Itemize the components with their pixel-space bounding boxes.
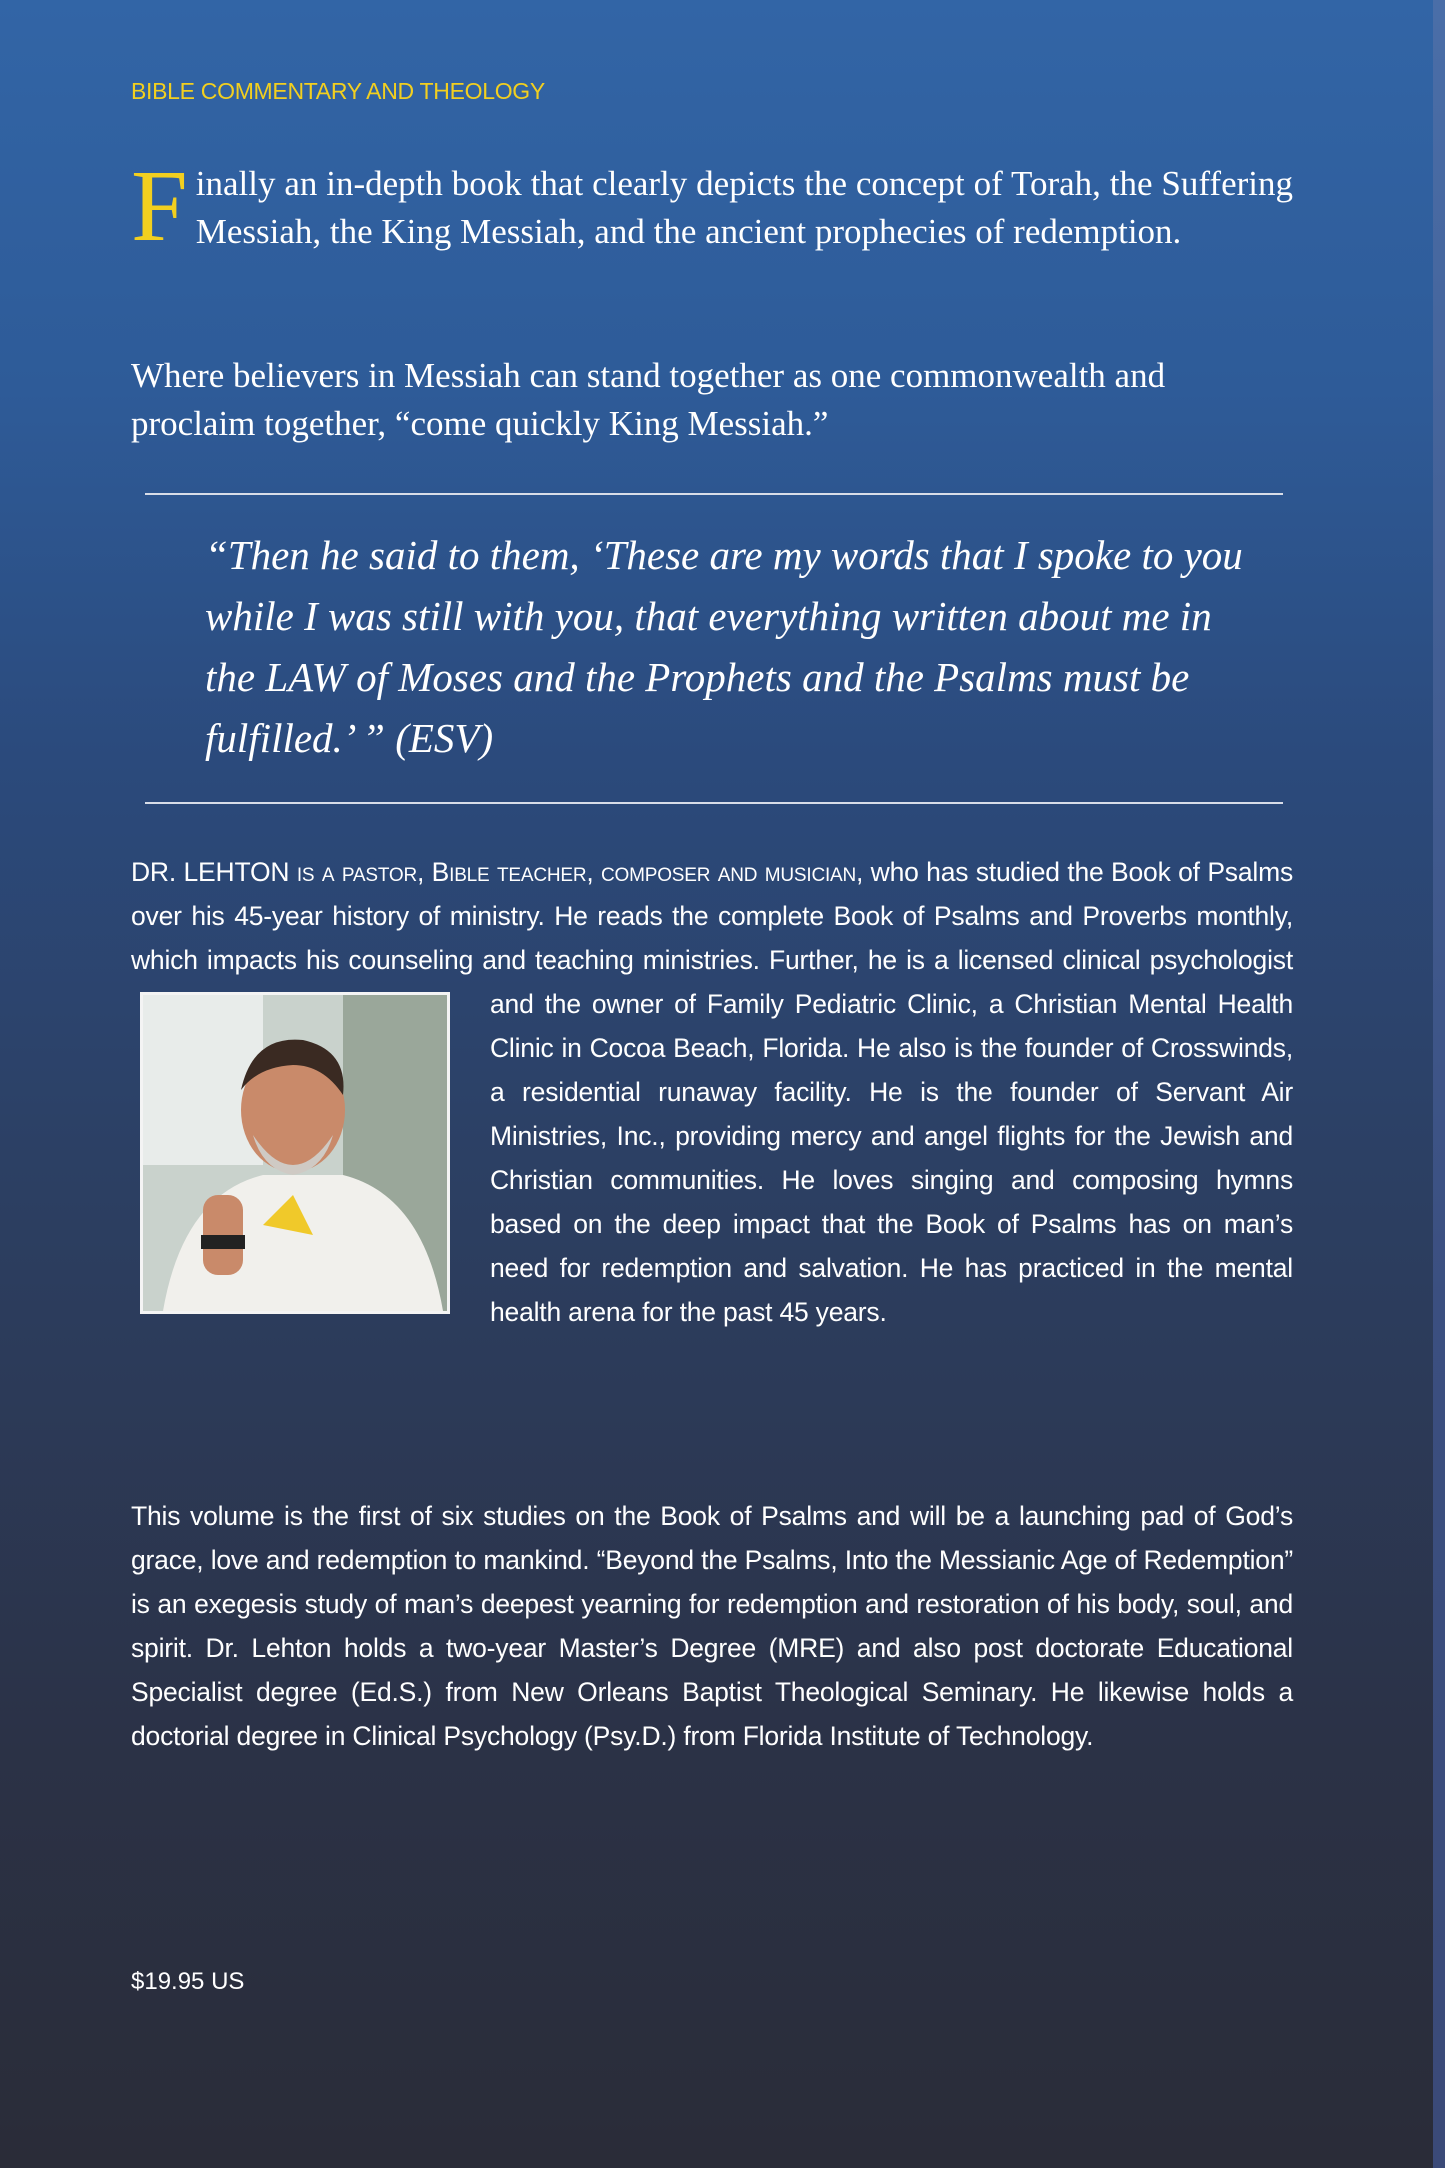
intro-paragraph-2: Where believers in Messiah can stand together as one commonwealth and proclaim together, “come quickly King Messiah.”: [131, 356, 1166, 443]
divider-top: [145, 493, 1283, 495]
intro-paragraph: [131, 150, 1293, 263]
drop-cap: F: [131, 150, 188, 263]
author-photo: [140, 992, 450, 1314]
category-label: BIBLE COMMENTARY AND THEOLOGY: [131, 78, 545, 104]
volume-description: This volume is the first of six studies on the Book of Psalms and will be a launching pad of God’s grace, love and redemption to mankind. “Beyond the Psalms, Into the Messianic Age of Redemption” is an exegesis study of man’s deepest yearning for redemption and restoration of his body, soul, and spirit. Dr. Lehton holds a two-year Master’s Degree (MRE) and also post doctorate Educational Specialist degree (Ed.S.) from New Orleans Baptist Theological Seminary. He likewise holds a doctorial degree in Clinical Psychology (Psy.D.) from Florida Institute of Technology.: [131, 1501, 1293, 1751]
price: $19.95 US: [131, 1968, 245, 1995]
intro-text: inally an in-depth book that clearly depicts the concept of Torah, the Suffering Messiah, the King Messiah, and the ancient prophecies of redemption.: [195, 164, 1293, 251]
author-roles: is a pastor, Bible teacher, composer and musician,: [296, 857, 864, 887]
scripture-quote: “Then he said to them, ‘These are my words that I spoke to you while I was still with you, that everything written about me in the LAW of Moses and the Prophets and the Psalms must be fulfilled.’ ” (ESV): [205, 532, 1243, 761]
author-name: DR. LEHTON: [131, 857, 290, 887]
author-bio: [131, 850, 1293, 1334]
spine-edge: [1433, 0, 1445, 2168]
divider-bottom: [145, 802, 1283, 804]
bio-text: who has studied the Book of Psalms over his 45-year history of ministry. He reads the complete Book of Psalms and Proverbs monthly, which impacts his counseling and teaching ministries. Further, he is a licensed clinical psychologist and the owner of Family Pediatric Clinic, a Christian Mental Health Clinic in Cocoa Beach, Florida. He also is the founder of Crosswinds, a residential runaway facility. He is the founder of Servant Air Ministries, Inc., providing mercy and angel flights for the Jewish and Christian communities. He loves singing and composing hymns based on the deep impact that the Book of Psalms has on man’s need for redemption and salvation. He has practiced in the mental health arena for the past 45 years.: [131, 857, 1293, 1327]
